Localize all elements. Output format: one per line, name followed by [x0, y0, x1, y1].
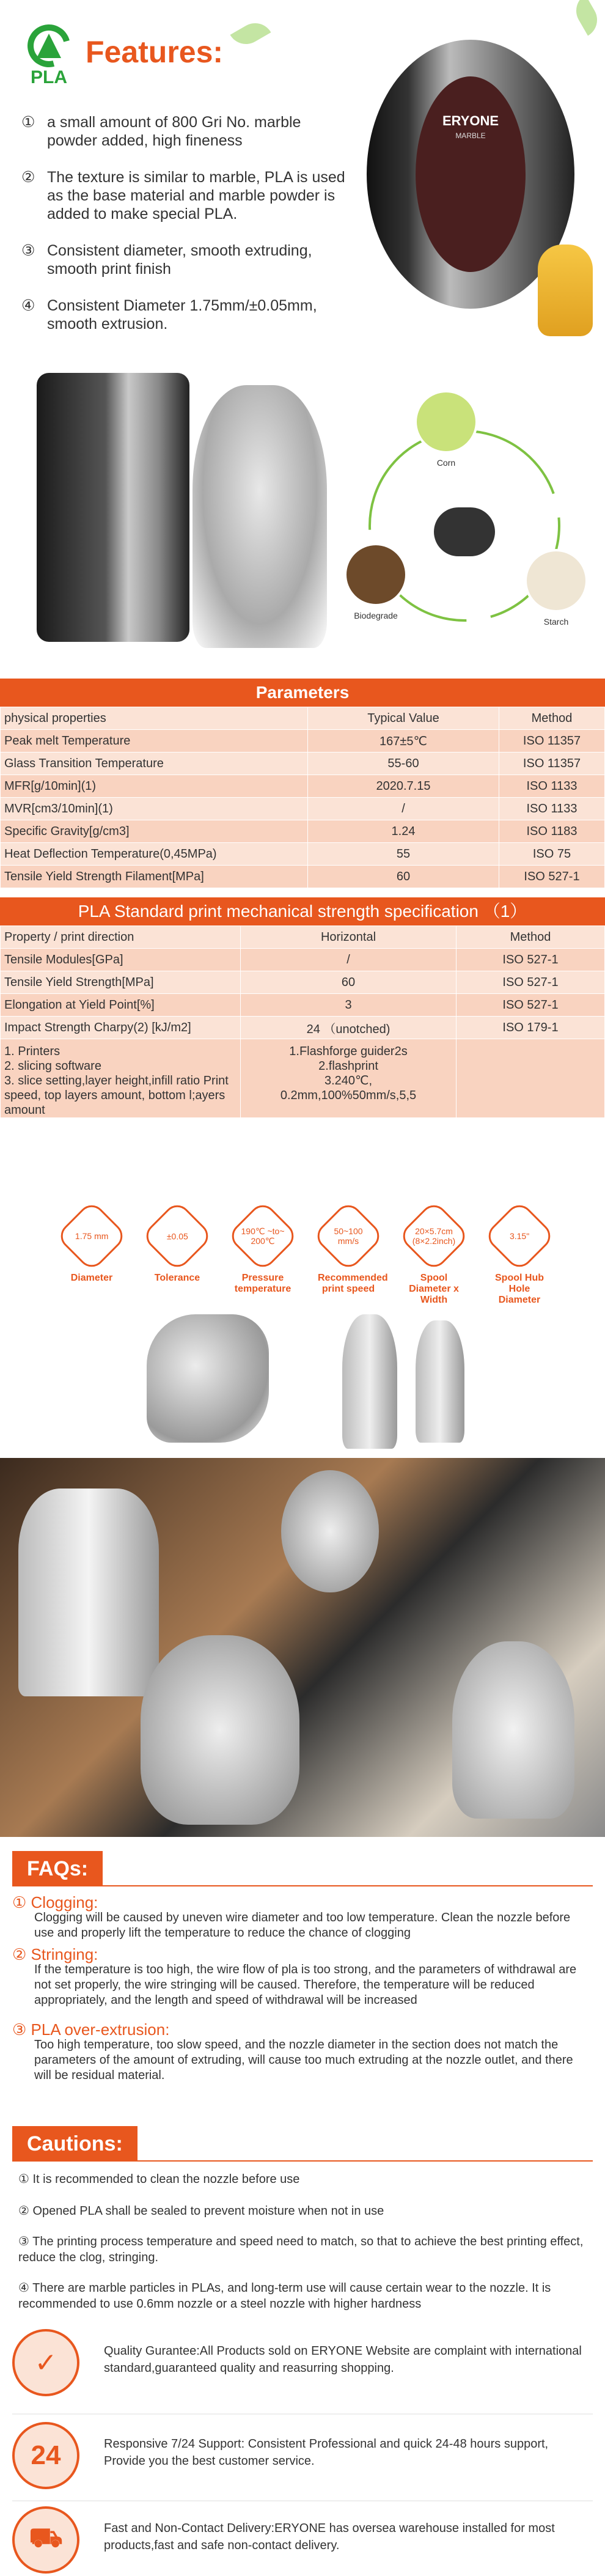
features-title: Features:: [86, 35, 224, 69]
mechanical-table: [0, 926, 605, 1118]
support-guarantee: 24 Responsive 7/24 Support: Consistent Professional and quick 24-48 hours support, Provide you the best customer service.: [12, 2422, 593, 2508]
pirate-statue-photo: [193, 385, 327, 648]
tolerance-icon: ±0.05: [141, 1200, 214, 1273]
header-cell: Method: [499, 707, 605, 730]
divider: [12, 2413, 593, 2415]
spec-diameter: 1.75 mm Diameter: [61, 1210, 122, 1284]
parameters-table: [0, 707, 605, 888]
caution-item: ① It is recommended to clean the nozzle before use: [18, 2173, 300, 2186]
print-settings-values: 1.Flashforge guider2s 2.flashprint 3.240℃, 0.2mm,100%50mm/s,5,5: [241, 1039, 457, 1118]
mechanical-table-section: [0, 897, 605, 1118]
table-row: Tensile Yield Strength Filament[MPa] 60 ISO 527-1: [1, 866, 605, 888]
spool-label: ERYONE MARBLE: [416, 76, 526, 272]
spec-print-speed: 50~100 mm/s Recommended print speed: [318, 1210, 379, 1295]
leaf-decoration: [570, 0, 604, 35]
divider: [12, 2500, 593, 2501]
faq-item: ① Clogging: Clogging will be caused by uneven wire diameter and too low temperature. Clean the nozzle before use and properly lift the temperature to reduce the chance of clogging: [12, 1893, 571, 1940]
print-settings-notes: 1. Printers 2. slicing software 3. slice setting,layer height,infill ratio Print speed, top layers amount, bottom l;ayers amount: [1, 1039, 241, 1118]
corn-label: Corn: [436, 458, 456, 468]
table-row: Heat Deflection Temperature(0,45MPa) 55 ISO 75: [1, 843, 605, 866]
product-photos-section: [0, 342, 605, 672]
table-row: Tensile Modules[GPa] / ISO 527-1: [1, 949, 605, 971]
spool-side-photo: [37, 373, 189, 642]
parameters-title: Parameters: [0, 679, 605, 707]
table-header-row: [1, 707, 605, 730]
spec-temperature: 190℃ ~to~ 200℃ Pressure temperature: [232, 1210, 293, 1295]
caution-item: ④ There are marble particles in PLAs, and long-term use will cause certain wear to the nozzle. It is recommended to use 0.6mm nozzle or a steel nozzle with higher hardness: [18, 2281, 551, 2311]
diameter-icon: 1.75 mm: [56, 1200, 128, 1273]
starch-circle: [526, 550, 587, 611]
table-row: Elongation at Yield Point[%] 3 ISO 527-1: [1, 994, 605, 1017]
features-list: [21, 113, 351, 351]
biodegrade-label: Biodegrade: [354, 611, 398, 620]
quality-check-icon: ✓: [12, 2329, 79, 2396]
mechanical-title: PLA Standard print mechanical strength specification （1）: [0, 897, 605, 926]
support-24-icon: 24: [12, 2422, 79, 2489]
table-header-row: Property / print direction Horizontal Method: [1, 926, 605, 949]
feature-item: ① a small amount of 800 Gri No. marble powder added, high fineness: [21, 114, 301, 149]
hub-hole-icon: 3.15": [483, 1200, 556, 1273]
spec-hub-hole: 3.15" Spool Hub Hole Diameter: [489, 1210, 550, 1306]
pla-recycle-logo: PLA: [18, 24, 79, 92]
table-row: Peak melt Temperature 167±5℃ ISO 11357: [1, 730, 605, 753]
table-row: Impact Strength Charpy(2) [kJ/m2] 24 （unotched) ISO 179-1: [1, 1017, 605, 1039]
table-row: MFR[g/10min](1) 2020.7.15 ISO 1133: [1, 775, 605, 798]
divider: [12, 2160, 593, 2162]
header-cell: physical properties: [1, 707, 308, 730]
print-samples-photo: [0, 1308, 605, 1455]
corn-circle: [416, 391, 477, 452]
leaf-decoration: [230, 17, 271, 51]
feature-item: ② The texture is similar to marble, PLA is used as the base material and marble powder is added to make special PLA.: [21, 169, 345, 223]
quality-guarantee: ✓ Quality Gurantee:All Products sold on ERYONE Website are complaint with international standard,guaranteed quality and reasurring shopping.: [12, 2329, 593, 2415]
biodegrade-circle: [345, 544, 406, 605]
features-header: [18, 24, 223, 92]
thermometer-icon: 190℃ ~to~ 200℃: [227, 1200, 299, 1273]
header-cell: Typical Value: [308, 707, 499, 730]
table-row: Tensile Yield Strength[MPa] 60 ISO 527-1: [1, 971, 605, 994]
center-spool: [434, 507, 495, 556]
spool-size-icon: 20×5.7cm (8×2.2inch): [398, 1200, 471, 1273]
divider: [12, 1885, 593, 1886]
spec-spool-size: 20×5.7cm (8×2.2inch) Spool Diameter x Width: [403, 1210, 464, 1306]
faqs-title: FAQs:: [12, 1851, 103, 1886]
corn-image: [538, 245, 593, 336]
starch-label: Starch: [543, 617, 569, 627]
feature-item: ④ Consistent Diameter 1.75mm/±0.05mm, smooth extrusion.: [21, 297, 317, 333]
specs-icons-section: [0, 1186, 605, 1308]
print-gallery-photo: [0, 1458, 605, 1837]
cautions-title: Cautions:: [12, 2126, 138, 2162]
faq-item: ③ PLA over-extrusion: Too high temperature, too slow speed, and the nozzle diameter in the section does not match the parameters of the amount of extruding, will cause too much extruding at the nozzle outlet, and there will be residual material.: [12, 2020, 573, 2082]
delivery-truck-icon: ⛟: [12, 2506, 79, 2574]
table-row: Specific Gravity[g/cm3] 1.24 ISO 1183: [1, 820, 605, 843]
table-row: Glass Transition Temperature 55-60 ISO 11357: [1, 753, 605, 775]
table-row: MVR[cm3/10min](1) / ISO 1133: [1, 798, 605, 820]
caution-item: ③ The printing process temperature and speed need to match, so that to achieve the best printing effect, reduce the clog, stringing.: [18, 2235, 584, 2264]
table-row: [1, 1039, 605, 1118]
parameters-table-section: [0, 679, 605, 888]
speed-icon: 50~100 mm/s: [312, 1200, 385, 1273]
faq-item: ② Stringing: If the temperature is too high, the wire flow of pla is too strong, and the parameters of withdrawal are not set properly, the wire stringing will be caused. Therefore, the temperature will be reduced appropriately, and the length and speed of withdrawal will be increased: [12, 1945, 577, 2007]
caution-item: ② Opened PLA shall be sealed to prevent moisture when not in use: [18, 2204, 384, 2218]
delivery-guarantee: ⛟ Fast and Non-Contact Delivery:ERYONE has oversea warehouse installed for most products,fast and safe non-contact delivery.: [12, 2506, 593, 2574]
features-section: [0, 0, 605, 342]
feature-item: ③ Consistent diameter, smooth extruding, smooth print finish: [21, 242, 312, 278]
biodegrade-cycle-diagram: [342, 385, 587, 648]
spec-tolerance: ±0.05 Tolerance: [147, 1210, 208, 1284]
